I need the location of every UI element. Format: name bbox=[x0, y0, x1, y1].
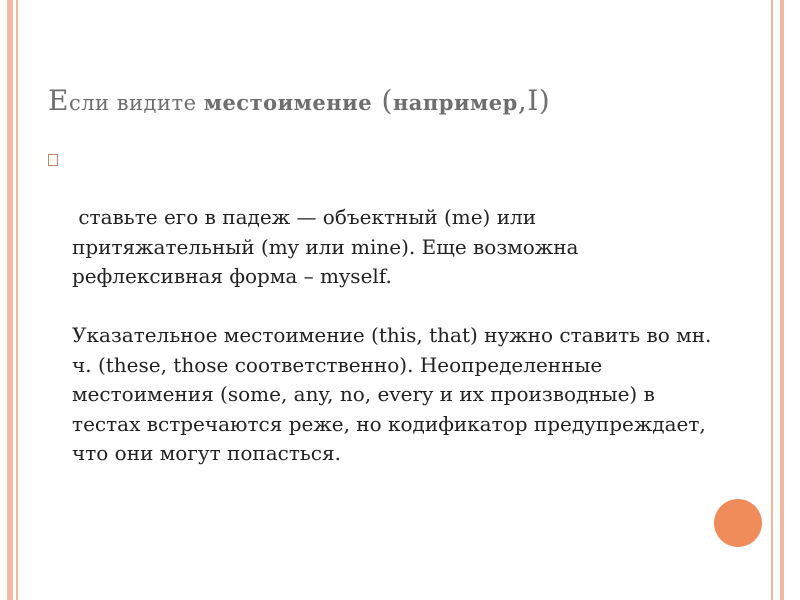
square-bullet-icon-svg bbox=[48, 154, 58, 166]
square-bullet-icon bbox=[46, 152, 60, 168]
title-text-3: например bbox=[392, 90, 518, 115]
right-accent-line bbox=[771, 0, 773, 600]
accent-circle bbox=[714, 499, 762, 547]
right-accent-bar bbox=[780, 0, 784, 600]
title-initial: Е bbox=[48, 84, 69, 117]
title-paren-open: ( bbox=[372, 84, 393, 117]
left-accent-line bbox=[16, 0, 18, 600]
title-paren-close: ,I) bbox=[517, 84, 551, 117]
title-text-1: сли видите bbox=[68, 91, 204, 115]
paragraph-1: ставьте его в падеж — объектный (me) или притяжательный (my или mine). Еще возможна рефлексивная форма – myself. bbox=[72, 205, 585, 288]
title-text-2: местоимение bbox=[203, 90, 373, 115]
bullet-text bbox=[72, 144, 718, 528]
slide-title bbox=[48, 84, 748, 117]
paragraph-2: Указательное местоимение (this, that) нужно ставить во мн. ч. (these, those соответственно). Неопределенные местоимения (some, any, no, every и их производные) в тестах встречаются реже, но кодификатор предупреждает, что они могут попасться. bbox=[72, 323, 718, 465]
paragraph-gap bbox=[72, 292, 712, 322]
left-accent-bar bbox=[7, 0, 13, 600]
